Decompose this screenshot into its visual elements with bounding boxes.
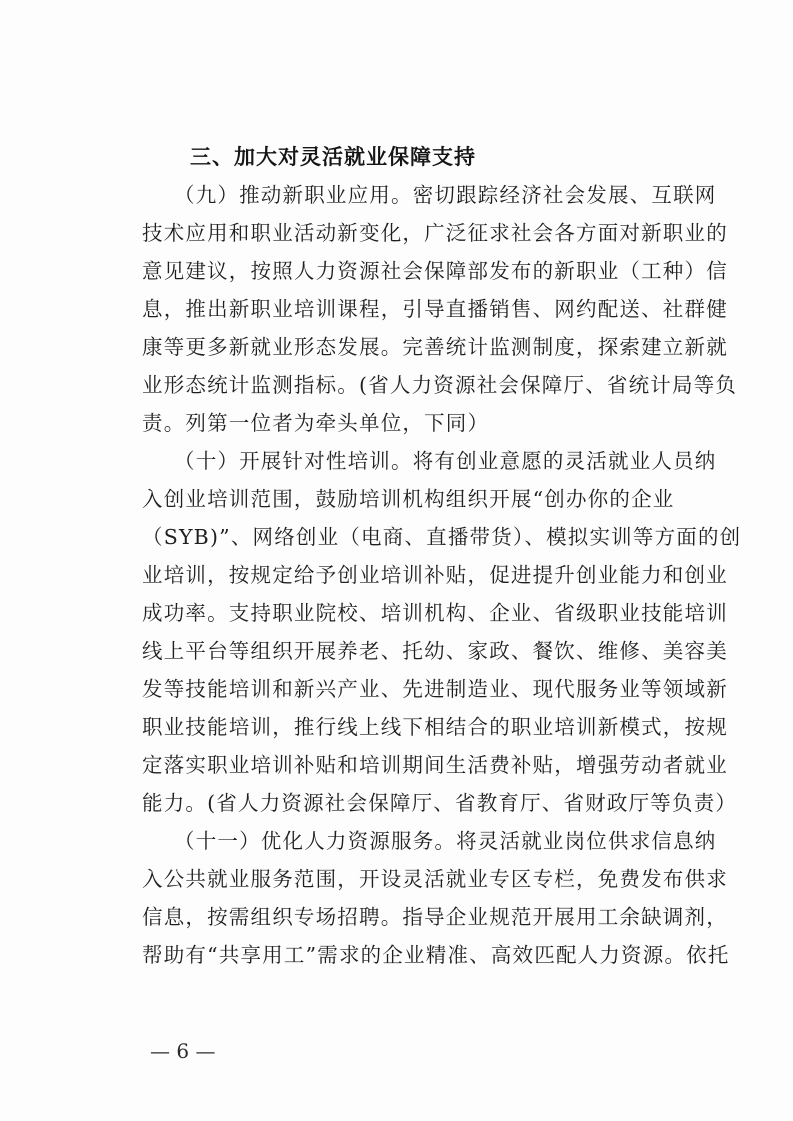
paragraph-line: 业形态统计监测指标。(省人力资源社会保障厅、省统计局等负	[142, 373, 738, 397]
paragraph-line: 康等更多新就业形态发展。完善统计监测制度，探索建立新就	[142, 335, 728, 359]
paragraph-line: 息，推出新职业培训课程，引导直播销售、网约配送、社群健	[142, 297, 728, 321]
paragraph-line: （九）推动新职业应用。密切跟踪经济社会发展、互联网	[174, 183, 717, 207]
section-heading: 三、加大对灵活就业保障支持	[190, 145, 476, 169]
paragraph-line: 定落实职业培训补贴和培训期间生活费补贴，增强劳动者就业	[142, 753, 728, 777]
paragraph-line: 线上平台等组织开展养老、托幼、家政、餐饮、维修、美容美	[142, 639, 728, 663]
paragraph-line: 入创业培训范围，鼓励培训机构组织开展“创办你的企业	[142, 487, 675, 511]
paragraph-line: （十）开展针对性培训。将有创业意愿的灵活就业人员纳	[174, 449, 717, 473]
page-number: — 6 —	[150, 1039, 216, 1063]
paragraph-line: 责。列第一位者为牵头单位，下同）	[142, 411, 490, 435]
paragraph-line: 帮助有“共享用工”需求的企业精准、高效匹配人力资源。依托	[142, 943, 730, 967]
paragraph-line: 技术应用和职业活动新变化，广泛征求社会各方面对新职业的	[142, 221, 728, 245]
paragraph-line: 业培训，按规定给予创业培训补贴，促进提升创业能力和创业	[142, 563, 728, 587]
paragraph-line: 职业技能培训，推行线上线下相结合的职业培训新模式，按规	[142, 715, 728, 739]
paragraph-line: 信息，按需组织专场招聘。指导企业规范开展用工余缺调剂，	[142, 905, 728, 929]
paragraph-line: 入公共就业服务范围，开设灵活就业专区专栏，免费发布供求	[142, 867, 728, 891]
paragraph-line: （十一）优化人力资源服务。将灵活就业岗位供求信息纳	[174, 829, 717, 853]
paragraph-line: 发等技能培训和新兴产业、先进制造业、现代服务业等领域新	[142, 677, 728, 701]
paragraph-line: 意见建议，按照人力资源社会保障部发布的新职业（工种）信	[142, 259, 728, 283]
paragraph-line: 成功率。支持职业院校、培训机构、企业、省级职业技能培训	[142, 601, 728, 625]
paragraph-line: 能力。(省人力资源社会保障厅、省教育厅、省财政厅等负责）	[142, 791, 738, 815]
paragraph-line: （SYB)”、网络创业（电商、直播带货）、模拟实训等方面的创	[142, 525, 742, 549]
